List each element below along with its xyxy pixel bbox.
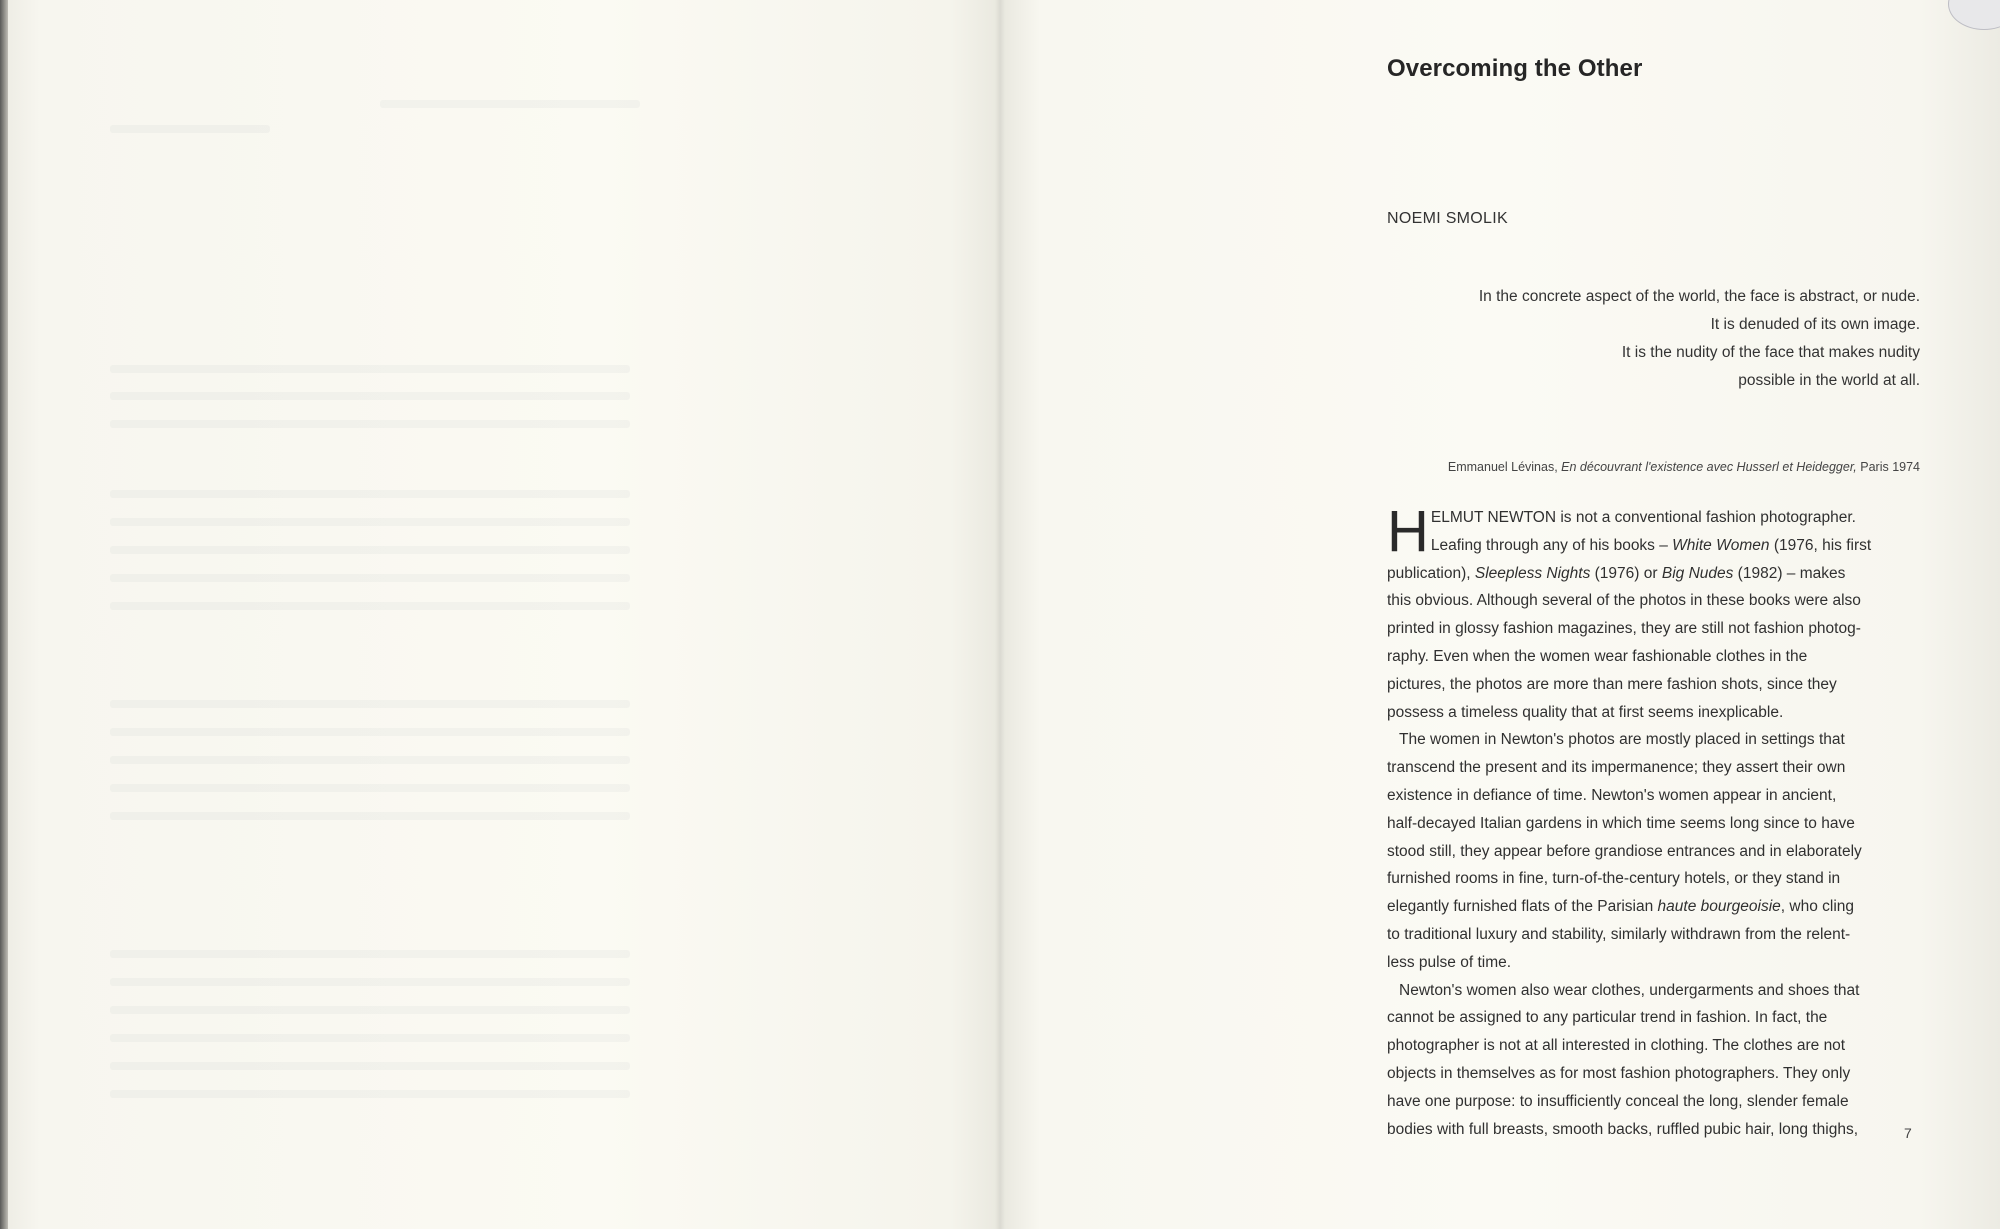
body-line: Leafing through any of his books – White Women (1976, his first	[1430, 536, 1872, 554]
show-through-line	[110, 978, 630, 986]
body-line: publication), Sleepless Nights (1976) or Big Nudes (1982) – makes	[1387, 564, 1846, 582]
body-line: raphy. Even when the women wear fashionable clothes in the	[1387, 647, 1808, 665]
page-number: 7	[1904, 1125, 1912, 1141]
epigraph	[1387, 283, 1920, 395]
body-line: existence in defiance of time. Newton's women appear in ancient,	[1387, 786, 1837, 804]
body-line: half-decayed Italian gardens in which time seems long since to have	[1387, 814, 1855, 832]
show-through-line	[110, 1034, 630, 1042]
epigraph-line: possible in the world at all.	[1738, 372, 1920, 389]
source-title: En découvrant l'existence avec Husserl et Heidegger,	[1561, 460, 1857, 474]
show-through-line	[110, 1062, 630, 1070]
body-line: to traditional luxury and stability, similarly withdrawn from the relent-	[1387, 925, 1851, 943]
show-through-line	[110, 392, 630, 400]
show-through-line	[110, 812, 630, 820]
body-line: less pulse of time.	[1387, 953, 1512, 971]
epigraph-line: In the concrete aspect of the world, the face is abstract, or nude.	[1478, 288, 1920, 305]
show-through-line	[110, 546, 630, 554]
page-edge-shadow	[0, 0, 8, 1229]
body-line: possess a timeless quality that at first seems inexplicable.	[1387, 703, 1784, 721]
show-through-line	[380, 100, 640, 108]
body-line: ELMUT NEWTON is not a conventional fashion photographer.	[1430, 509, 1856, 526]
article-author: NOEMI SMOLIK	[1387, 210, 1508, 227]
article-body	[1387, 499, 1920, 1143]
article-content	[1387, 55, 1920, 1138]
show-through-line	[110, 728, 630, 736]
epigraph-line: It is the nudity of the face that makes nudity	[1621, 344, 1920, 361]
show-through-line	[110, 420, 630, 428]
body-line: The women in Newton's photos are mostly placed in settings that	[1399, 731, 1845, 749]
body-line: objects in themselves as for most fashion photographers. They only	[1387, 1064, 1851, 1082]
epigraph-line: It is denuded of its own image.	[1710, 316, 1920, 333]
source-place: Paris 1974	[1856, 460, 1920, 474]
source-author: Emmanuel Lévinas,	[1447, 460, 1562, 474]
body-line: pictures, the photos are more than mere fashion shots, since they	[1387, 675, 1837, 693]
body-line: cannot be assigned to any particular trend in fashion. In fact, the	[1387, 1009, 1828, 1027]
show-through-line	[110, 1006, 630, 1014]
show-through-line	[110, 1090, 630, 1098]
body-line: stood still, they appear before grandiose entrances and in elaborately	[1387, 842, 1862, 860]
show-through-line	[110, 125, 270, 133]
show-through-line	[110, 518, 630, 526]
show-through-line	[110, 574, 630, 582]
body-line: transcend the present and its impermanence; they assert their own	[1387, 759, 1846, 777]
show-through-line	[110, 365, 630, 373]
body-line: printed in glossy fashion magazines, they are still not fashion photog-	[1387, 620, 1861, 638]
drop-cap: H	[1387, 499, 1429, 564]
book-gutter	[995, 0, 1005, 1229]
body-line: Newton's women also wear clothes, undergarments and shoes that	[1399, 981, 1860, 999]
body-line: furnished rooms in fine, turn-of-the-century hotels, or they stand in	[1387, 870, 1841, 888]
body-line: elegantly furnished flats of the Parisian haute bourgeoisie, who cling	[1387, 898, 1855, 916]
body-line: bodies with full breasts, smooth backs, ruffled pubic hair, long thighs,	[1387, 1120, 1859, 1138]
body-line: this obvious. Although several of the photos in these books were also	[1387, 592, 1861, 610]
body-line: have one purpose: to insufficiently conceal the long, slender female	[1387, 1092, 1849, 1110]
body-line: photographer is not at all interested in clothing. The clothes are not	[1387, 1037, 1846, 1055]
article-title: Overcoming the Other	[1387, 55, 1643, 82]
show-through-line	[110, 950, 630, 958]
show-through-line	[110, 784, 630, 792]
epigraph-source	[1387, 460, 1920, 474]
show-through-line	[110, 602, 630, 610]
show-through-line	[110, 700, 630, 708]
show-through-line	[110, 756, 630, 764]
show-through-line	[110, 490, 630, 498]
